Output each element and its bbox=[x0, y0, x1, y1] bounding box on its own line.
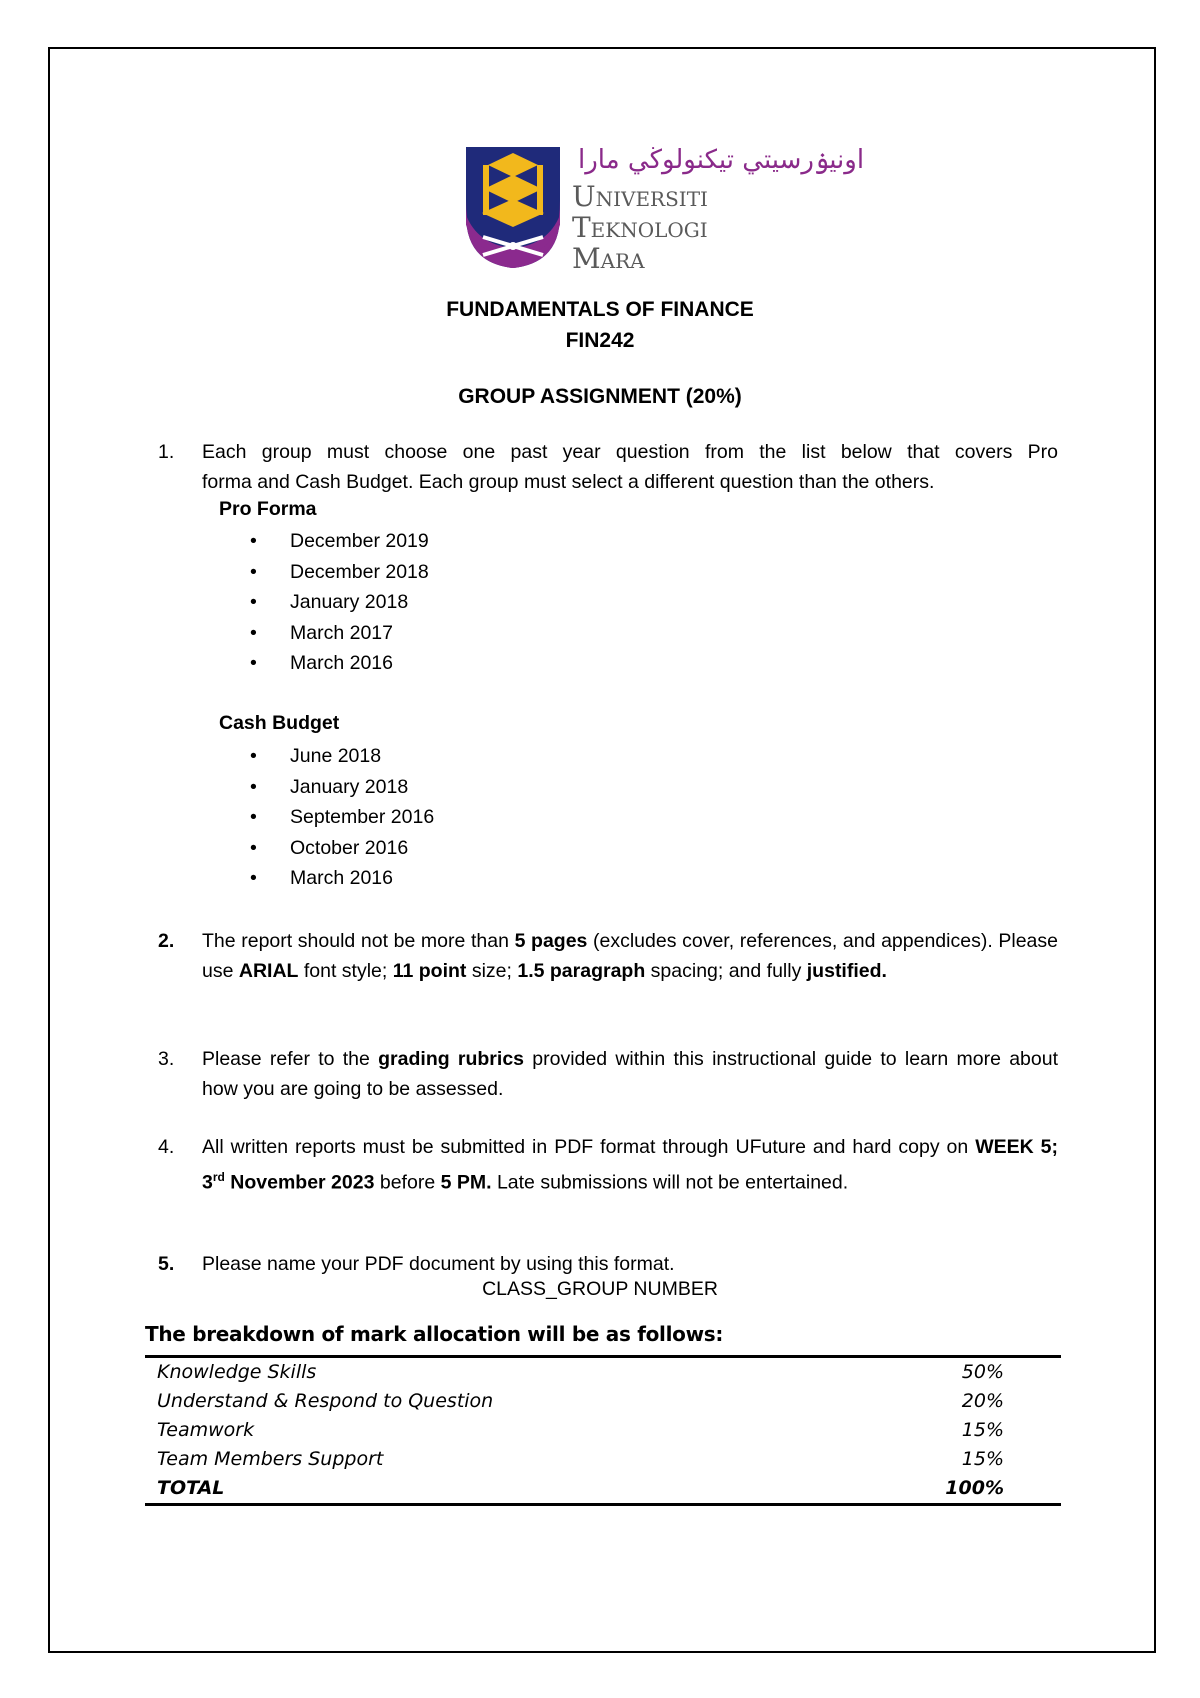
course-title: FUNDAMENTALS OF FINANCE bbox=[446, 298, 754, 321]
course-code: FIN242 bbox=[565, 329, 635, 352]
instruction-text: Please name your PDF document by using this format. bbox=[202, 1253, 675, 1275]
text-run: ARIAL bbox=[238, 960, 299, 982]
text-run: 1.5 paragraph bbox=[517, 960, 646, 982]
text-run: grading rubrics bbox=[378, 1048, 525, 1070]
criterion-label: Team Members Support bbox=[157, 1448, 384, 1470]
pro-forma-heading: Pro Forma bbox=[219, 498, 317, 520]
table-row bbox=[145, 1357, 1061, 1388]
instruction-number: 2. bbox=[158, 930, 175, 952]
text-run: size; bbox=[466, 960, 518, 982]
total-weight: 100% bbox=[945, 1477, 1004, 1499]
logo-jawi-text: اونيۏرسيتي تيكنولوڬي مارا bbox=[578, 145, 865, 175]
text-run: spacing; and fully bbox=[645, 960, 807, 982]
text-run: Late submissions will not be entertained. bbox=[491, 1171, 849, 1194]
list-item: • March 2016 bbox=[250, 863, 434, 894]
list-item: • October 2016 bbox=[250, 833, 434, 864]
table-total-row bbox=[145, 1474, 1061, 1505]
mark-allocation-table bbox=[145, 1355, 1061, 1506]
criterion-weight: 15% bbox=[961, 1419, 1004, 1441]
file-name-format: CLASS_GROUP NUMBER bbox=[482, 1278, 718, 1300]
text-run: rd bbox=[212, 1170, 225, 1184]
list-item: • December 2019 bbox=[250, 526, 429, 557]
instruction-text bbox=[202, 1132, 1058, 1198]
instruction-number: 3. bbox=[158, 1048, 175, 1070]
list-item: • September 2016 bbox=[250, 802, 434, 833]
university-logo bbox=[458, 145, 865, 275]
text-run: The report should not be more than bbox=[202, 930, 515, 952]
criterion-weight: 50% bbox=[961, 1361, 1004, 1383]
instruction-number: 1. bbox=[158, 441, 175, 463]
table-row bbox=[145, 1416, 1061, 1445]
mark-allocation-title: The breakdown of mark allocation will be as follows: bbox=[145, 1322, 724, 1346]
pro-forma-list bbox=[250, 526, 429, 679]
list-item: • January 2018 bbox=[250, 772, 434, 803]
list-item: • March 2016 bbox=[250, 648, 429, 679]
criterion-label: Knowledge Skills bbox=[157, 1361, 317, 1383]
text-run: (excludes cover, references, and appendices). Please use bbox=[202, 930, 1058, 982]
criterion-weight: 20% bbox=[961, 1390, 1004, 1412]
text-run: All written reports must be submitted in PDF format through UFuture and hard copy on bbox=[202, 1136, 976, 1158]
text-run: 5 pages bbox=[514, 930, 588, 952]
cash-budget-heading: Cash Budget bbox=[219, 712, 340, 734]
text-run: Please refer to the bbox=[202, 1048, 379, 1070]
logo-line-2: Teknologi bbox=[572, 211, 708, 244]
logo-wordmark bbox=[572, 181, 708, 274]
list-item: • March 2017 bbox=[250, 618, 429, 649]
text-run: 11 point bbox=[392, 960, 467, 982]
cash-budget-list bbox=[250, 741, 434, 894]
text-run: 5 PM. bbox=[440, 1171, 492, 1194]
criterion-weight: 15% bbox=[961, 1448, 1004, 1470]
instruction-number: 4. bbox=[158, 1136, 175, 1158]
instruction-1-line-1: Each group must choose one past year question from the list below that covers Pro bbox=[202, 441, 1058, 463]
instruction-text bbox=[202, 1044, 1058, 1104]
criterion-label: Understand & Respond to Question bbox=[157, 1390, 494, 1412]
logo-line-1: Universiti bbox=[572, 180, 708, 213]
criterion-label: Teamwork bbox=[157, 1419, 255, 1441]
instruction-number: 5. bbox=[158, 1253, 175, 1275]
uitm-crest-icon bbox=[458, 145, 568, 270]
table-row bbox=[145, 1387, 1061, 1416]
text-run: font style; bbox=[298, 960, 393, 982]
logo-line-3: Mara bbox=[572, 242, 645, 275]
total-label: TOTAL bbox=[157, 1477, 225, 1499]
text-run: justified. bbox=[806, 960, 887, 982]
text-run: WEEK 5; 3 bbox=[202, 1136, 1058, 1194]
text-run: November 2023 bbox=[224, 1171, 375, 1194]
instruction-text bbox=[202, 437, 1058, 497]
assignment-title: GROUP ASSIGNMENT (20%) bbox=[458, 385, 742, 408]
instruction-text bbox=[202, 926, 1058, 986]
instruction-1-line-2: forma and Cash Budget. Each group must select a different question than the others. bbox=[202, 471, 935, 493]
list-item: • June 2018 bbox=[250, 741, 434, 772]
text-run: provided within this instructional guide to learn more about how you are going to be assessed. bbox=[202, 1048, 1058, 1100]
table-row bbox=[145, 1445, 1061, 1474]
list-item: • January 2018 bbox=[250, 587, 429, 618]
list-item: • December 2018 bbox=[250, 557, 429, 588]
text-run: before bbox=[374, 1171, 441, 1194]
